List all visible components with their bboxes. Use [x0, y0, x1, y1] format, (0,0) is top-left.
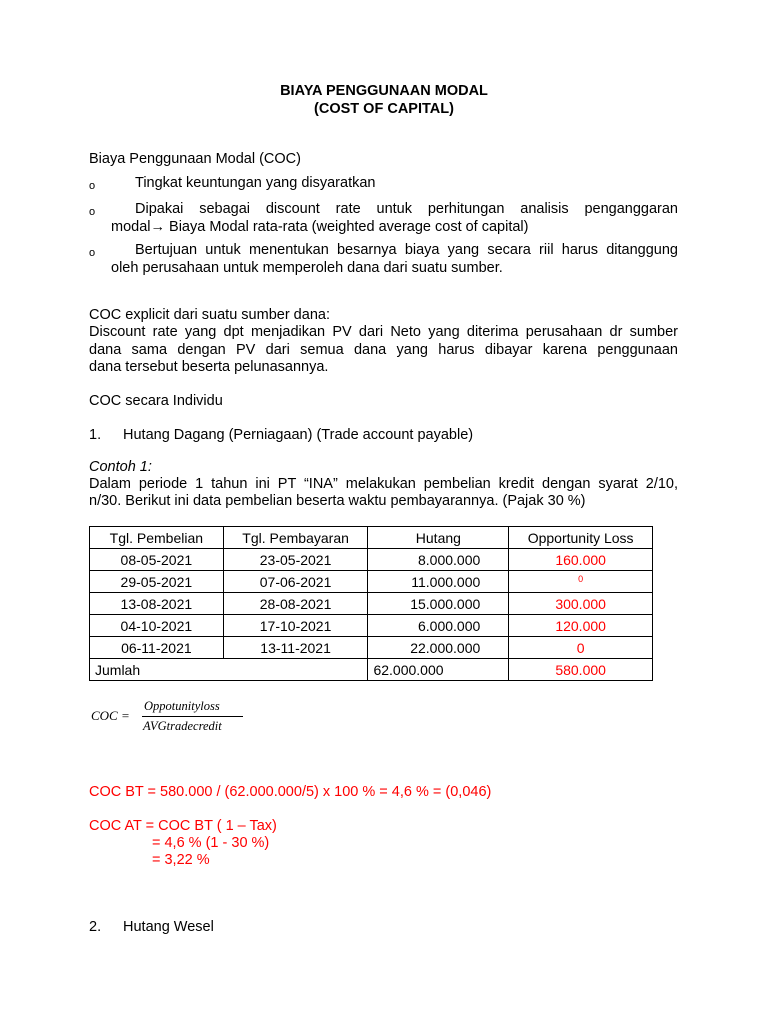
coc-at-line-3: = 3,22 % [152, 852, 210, 868]
cell-tgl-pembelian: 04-10-2021 [90, 615, 224, 637]
total-label: Jumlah [90, 659, 368, 681]
table-row [90, 549, 653, 571]
cell-hutang: 11.000.000 [368, 571, 509, 593]
coc-at-line-2: = 4,6 % (1 - 30 %) [152, 835, 270, 851]
header-tgl-pembelian: Tgl. Pembelian [90, 527, 224, 549]
explicit-line-3: dana tersebut beserta pelunasannya. [89, 359, 329, 375]
table-row [90, 615, 653, 637]
cell-opportunity-loss: 0 [509, 637, 653, 659]
table-row [90, 593, 653, 615]
list-number-1: 1. [89, 427, 102, 443]
formula-lhs: COC = [91, 708, 130, 723]
cell-opportunity-loss: 300.000 [509, 593, 653, 615]
coc-at-line-1: COC AT = COC BT ( 1 – Tax) [89, 818, 277, 834]
table-total-row [90, 659, 653, 681]
cell-tgl-pembayaran: 07-06-2021 [223, 571, 368, 593]
formula-denominator: AVGtradecredit [143, 719, 222, 733]
table-row [90, 571, 653, 593]
cell-hutang: 15.000.000 [368, 593, 509, 615]
cell-tgl-pembelian: 29-05-2021 [90, 571, 224, 593]
total-opportunity-loss: 580.000 [509, 659, 653, 681]
bullet-text-2-line-2: modal→ Biaya Modal rata-rata (weighted average cost of capital) [111, 219, 529, 235]
cell-opportunity-loss [509, 571, 653, 593]
document-title: BIAYA PENGGUNAAN MODAL [280, 83, 488, 99]
example-label: Contoh 1: [89, 459, 152, 475]
total-hutang: 62.000.000 [368, 659, 509, 681]
purchase-table [89, 526, 653, 681]
bullet-text-1: Tingkat keuntungan yang disyaratkan [135, 175, 376, 191]
explicit-line-2: dana sama dengan PV dari semua dana yang harus dibayar karena penggunaan [89, 342, 678, 358]
table-header-row [90, 527, 653, 549]
cell-tgl-pembayaran: 13-11-2021 [223, 637, 368, 659]
cell-tgl-pembelian: 06-11-2021 [90, 637, 224, 659]
list-number-2: 2. [89, 919, 102, 935]
header-tgl-pembayaran: Tgl. Pembayaran [223, 527, 368, 549]
list-item-2-text: Hutang Wesel [123, 919, 214, 935]
cell-hutang: 8.000.000 [368, 549, 509, 571]
bullet-marker: o [89, 180, 96, 192]
bullet-marker: o [89, 206, 96, 218]
explicit-line-1: Discount rate yang dpt menjadikan PV dari Neto yang diterima perusahaan dr sumber [89, 324, 678, 340]
example-line-1: Dalam periode 1 tahun ini PT “INA” melakukan pembelian kredit dengan syarat 2/10, [89, 476, 678, 492]
header-opportunity-loss: Opportunity Loss [509, 527, 653, 549]
cell-hutang: 6.000.000 [368, 615, 509, 637]
header-hutang: Hutang [368, 527, 509, 549]
list-item-1-text: Hutang Dagang (Perniagaan) (Trade account payable) [123, 427, 474, 443]
section-heading-coc: Biaya Penggunaan Modal (COC) [89, 151, 301, 167]
bullet-text-2-line-1: Dipakai sebagai discount rate untuk perhitungan analisis penganggaran [135, 201, 678, 217]
table-row [90, 637, 653, 659]
cell-tgl-pembelian: 08-05-2021 [90, 549, 224, 571]
cell-tgl-pembayaran: 17-10-2021 [223, 615, 368, 637]
coc-bt-result: COC BT = 580.000 / (62.000.000/5) x 100 % = 4,6 % = (0,046) [89, 784, 492, 800]
bullet-text-3-line-1: Bertujuan untuk menentukan besarnya biaya yang secara riil harus ditanggung [135, 242, 678, 258]
section-heading-explicit: COC explicit dari suatu sumber dana: [89, 307, 330, 323]
cell-tgl-pembelian: 13-08-2021 [90, 593, 224, 615]
cell-tgl-pembayaran: 28-08-2021 [223, 593, 368, 615]
document-subtitle: (COST OF CAPITAL) [314, 101, 454, 117]
example-line-2: n/30. Berikut ini data pembelian beserta waktu pembayarannya. (Pajak 30 %) [89, 493, 586, 509]
cell-opportunity-loss-value: 0 [578, 573, 584, 584]
bullet-marker: o [89, 247, 96, 259]
formula-numerator: Oppotunityloss [144, 699, 220, 713]
cell-tgl-pembayaran: 23-05-2021 [223, 549, 368, 571]
cell-hutang: 22.000.000 [368, 637, 509, 659]
bullet-text-3-line-2: oleh perusahaan untuk memperoleh dana dari suatu sumber. [111, 260, 503, 276]
cell-opportunity-loss: 120.000 [509, 615, 653, 637]
section-heading-individu: COC secara Individu [89, 393, 223, 409]
cell-opportunity-loss: 160.000 [509, 549, 653, 571]
formula-fraction-bar [142, 716, 243, 717]
